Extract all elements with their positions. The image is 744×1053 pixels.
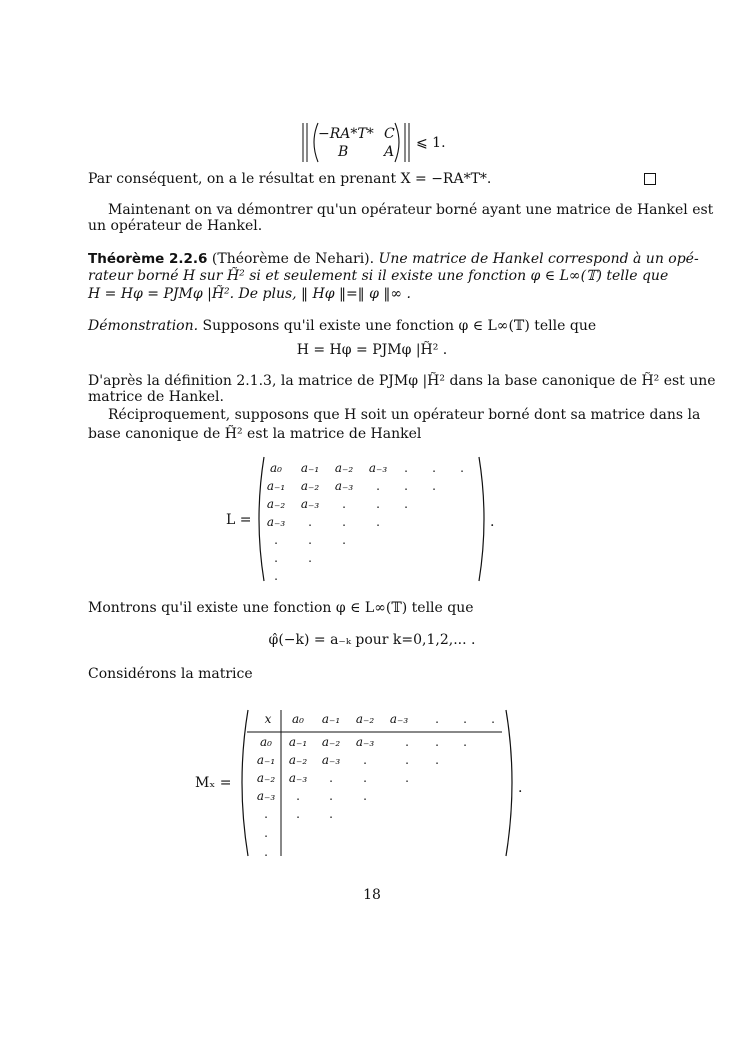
qed-square-icon	[644, 173, 656, 185]
matrix-Mx-header-cell: .	[491, 712, 495, 726]
demo-text-1: Supposons qu'il existe une fonction φ ∈ L∞(𝕋) telle que	[202, 318, 597, 334]
matrix-L-cell: a₋₂	[266, 497, 286, 511]
matrix-Mx-frame	[0, 708, 744, 868]
matrix-Mx-cell: a₋₂	[321, 735, 341, 749]
page-number: 18	[363, 887, 381, 903]
matrix-L-brackets	[0, 455, 744, 595]
matrix-Mx-header-cell: a₋₂	[355, 712, 375, 726]
matrix-L-cell: .	[404, 479, 408, 493]
montrons-line: Montrons qu'il existe une fonction φ ∈ L∞(𝕋) telle que	[88, 600, 474, 616]
matrix-L-cell: .	[376, 497, 380, 511]
matrix-Mx-cell: .	[296, 789, 300, 803]
matrix-L-cell: .	[342, 515, 346, 529]
matrix-Mx-cell: .	[329, 789, 333, 803]
matrix-Mx-cell: a₋₃	[355, 735, 375, 749]
matrix-Mx-col0-cell: a₋₁	[256, 753, 276, 767]
theorem-line2: rateur borné H sur H̃² si et seulement si il existe une fonction φ ∈ L∞(𝕋) telle que	[88, 268, 669, 284]
matrix-L-cell: .	[274, 533, 278, 547]
demo-line4: Réciproquement, supposons que H soit un opérateur borné dont sa matrice dans la	[108, 407, 701, 423]
phi-equation: φ̂(−k) = a₋ₖ pour k=0,1,2,... .	[268, 632, 476, 648]
matrix-Mx-cell: .	[435, 753, 439, 767]
theorem-text-1: Une matrice de Hankel correspond à un opé-	[378, 251, 699, 267]
demo-line2: D'après la définition 2.1.3, la matrice de PJMφ |H̃² dans la base canonique de H̃² est une	[88, 373, 716, 389]
matrix-Mx-cell: .	[435, 735, 439, 749]
matrix-Mx-col0-cell: .	[264, 826, 268, 840]
matrix-Mx-lhs: Mₓ =	[195, 775, 232, 791]
matrix-Mx-cell: .	[405, 735, 409, 749]
matrix-Mx-cell: a₋₃	[321, 753, 341, 767]
eq-m11: −RA*T*	[318, 126, 374, 142]
matrix-L-cell: .	[404, 461, 408, 475]
matrix-Mx-cell: a₋₂	[288, 753, 308, 767]
matrix-L-cell: .	[308, 533, 312, 547]
matrix-L-lhs: L =	[226, 512, 252, 528]
demo-equation: H = Hφ = PJMφ |H̃² .	[296, 342, 448, 358]
theorem-label: Théorème 2.2.6	[88, 251, 208, 267]
eq-m22: A	[384, 144, 395, 160]
matrix-L-cell: a₋₂	[300, 479, 320, 493]
matrix-Mx-cell: .	[363, 789, 367, 803]
matrix-Mx-cell: .	[296, 807, 300, 821]
matrix-Mx-col0-cell: a₀	[260, 735, 272, 749]
demo-line3: matrice de Hankel.	[88, 389, 224, 405]
matrix-Mx-header-cell: a₋₁	[321, 712, 341, 726]
eq-m21: B	[338, 144, 349, 160]
paragraph-intro-line1: Maintenant on va démontrer qu'un opérateur borné ayant une matrice de Hankel est	[108, 202, 714, 218]
theorem-name: (Théorème de Nehari).	[211, 251, 375, 267]
paragraph-conclusion: Par conséquent, on a le résultat en prenant X = −RA*T*.	[88, 171, 492, 187]
matrix-L-cell: .	[274, 551, 278, 565]
matrix-L-cell: a₋₂	[334, 461, 354, 475]
eq-rhs: ⩽ 1.	[416, 135, 446, 151]
matrix-L-cell: a₀	[270, 461, 282, 475]
matrix-Mx-cell: .	[405, 771, 409, 785]
matrix-L-cell: .	[460, 461, 464, 475]
matrix-L-cell: .	[432, 461, 436, 475]
matrix-L-trail: .	[490, 514, 495, 530]
matrix-L-cell: a₋₃	[300, 497, 320, 511]
matrix-Mx-cell: .	[329, 807, 333, 821]
matrix-Mx-header-cell: a₀	[292, 712, 304, 726]
matrix-L-cell: a₋₃	[368, 461, 388, 475]
matrix-Mx-col0-cell: .	[264, 845, 268, 859]
matrix-L-cell: .	[274, 569, 278, 583]
matrix-L-cell: a₋₃	[334, 479, 354, 493]
matrix-L-cell: a₋₁	[300, 461, 320, 475]
matrix-L-cell: .	[308, 551, 312, 565]
matrix-Mx-header-cell: .	[463, 712, 467, 726]
eq-m12: C	[384, 126, 395, 142]
matrix-Mx-col0-cell: a₋₂	[256, 771, 276, 785]
matrix-L-cell: .	[308, 515, 312, 529]
matrix-Mx-col0-cell: a₋₃	[256, 789, 276, 803]
matrix-Mx-header-cell: x	[264, 712, 272, 726]
matrix-Mx-trail: .	[518, 780, 523, 796]
matrix-L-cell: a₋₃	[266, 515, 286, 529]
matrix-L-cell: .	[376, 479, 380, 493]
matrix-Mx-cell: .	[329, 771, 333, 785]
theorem-line3: H = Hφ = PJMφ |H̃². De plus, ‖ Hφ ‖=‖ φ ‖∞ .	[88, 286, 411, 302]
matrix-Mx-cell: a₋₃	[288, 771, 308, 785]
matrix-Mx-cell: a₋₁	[288, 735, 308, 749]
matrix-L-cell: .	[404, 497, 408, 511]
matrix-L-cell: a₋₁	[266, 479, 286, 493]
demo-line5: base canonique de H̃² est la matrice de Hankel	[88, 426, 422, 442]
matrix-L-cell: .	[342, 497, 346, 511]
matrix-Mx-col0-cell: .	[264, 807, 268, 821]
paragraph-intro-line2: un opérateur de Hankel.	[88, 218, 263, 234]
matrix-Mx-header-cell: .	[435, 712, 439, 726]
matrix-L-cell: .	[342, 533, 346, 547]
matrix-L-cell: .	[432, 479, 436, 493]
matrix-Mx-cell: .	[363, 771, 367, 785]
matrix-L-cell: .	[376, 515, 380, 529]
considerons-line: Considérons la matrice	[88, 666, 253, 682]
matrix-Mx-cell: .	[363, 753, 367, 767]
demo-label: Démonstration.	[88, 318, 199, 334]
matrix-Mx-cell: .	[405, 753, 409, 767]
matrix-Mx-cell: .	[463, 735, 467, 749]
demo-line1	[88, 316, 596, 336]
matrix-Mx-header-cell: a₋₃	[389, 712, 409, 726]
